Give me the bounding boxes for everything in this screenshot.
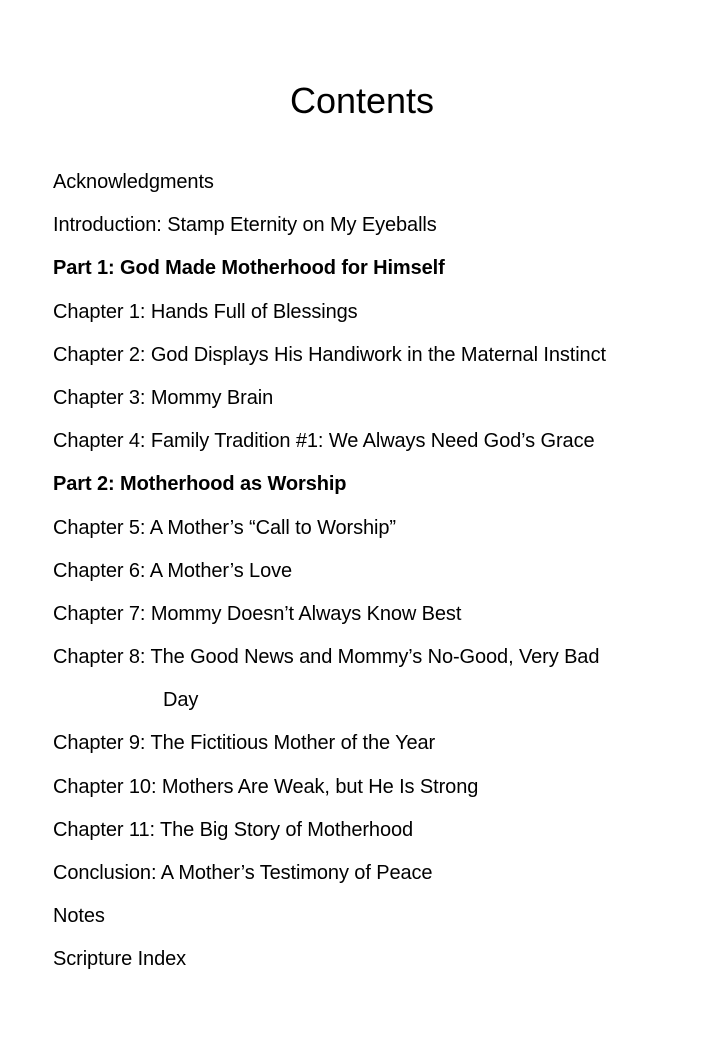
toc-part-heading-1: Part 1: God Made Motherhood for Himself xyxy=(53,257,445,280)
toc-entry-chapter-2: Chapter 2: God Displays His Handiwork in the Maternal Instinct xyxy=(53,343,606,366)
toc-entry-chapter-10: Chapter 10: Mothers Are Weak, but He Is Strong xyxy=(53,775,479,798)
toc-entry-chapter-1: Chapter 1: Hands Full of Blessings xyxy=(53,300,358,323)
toc-entry-introduction: Introduction: Stamp Eternity on My Eyeballs xyxy=(53,214,437,237)
toc-entry-acknowledgments: Acknowledgments xyxy=(53,171,214,193)
toc-entry-chapter-3: Chapter 3: Mommy Brain xyxy=(53,386,274,409)
table-of-contents xyxy=(53,168,703,989)
toc-entry-chapter-9: Chapter 9: The Fictitious Mother of the Year xyxy=(53,732,436,755)
toc-entry-chapter-11: Chapter 11: The Big Story of Motherhood xyxy=(53,818,414,841)
toc-part-heading-2: Part 2: Motherhood as Worship xyxy=(53,473,347,496)
toc-entry-notes: Notes xyxy=(53,905,105,928)
page-title: Contents xyxy=(289,80,435,121)
toc-entry-chapter-8-continuation: Day xyxy=(163,689,199,712)
toc-entry-scripture-index: Scripture Index xyxy=(53,948,187,971)
toc-entry-conclusion: Conclusion: A Mother’s Testimony of Peace xyxy=(53,862,433,884)
toc-entry-chapter-7: Chapter 7: Mommy Doesn’t Always Know Best xyxy=(53,602,462,625)
toc-entry-chapter-4: Chapter 4: Family Tradition #1: We Always Need God’s Grace xyxy=(53,430,595,453)
toc-entry-chapter-8: Chapter 8: The Good News and Mommy’s No-Good, Very Bad xyxy=(53,646,600,669)
toc-entry-chapter-5: Chapter 5: A Mother’s “Call to Worship” xyxy=(53,516,396,539)
toc-entry-chapter-6: Chapter 6: A Mother’s Love xyxy=(53,559,293,582)
